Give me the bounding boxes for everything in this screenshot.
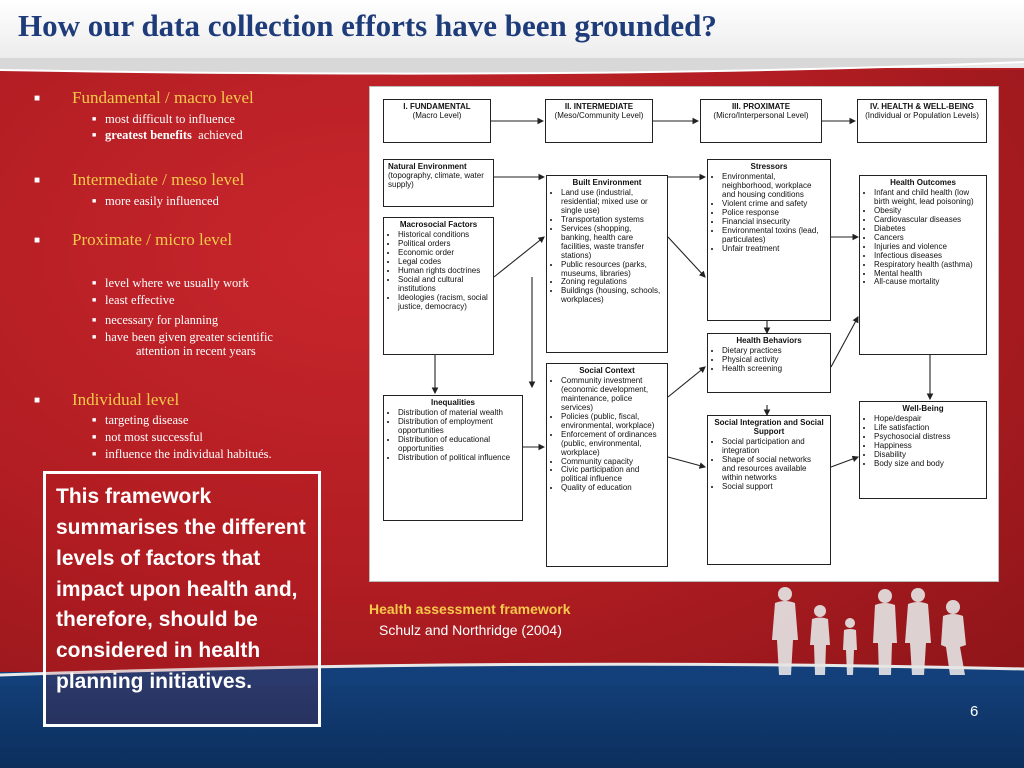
level-item: ■ not most successful	[92, 430, 203, 444]
box-health-outcomes: Health Outcomes • Infant and child health (low birth weight, lead poisoning) • Obesity • Cardiovascular diseases • Diabetes • Cancers • Injuries and violence • Infectious diseases • Respiratory health (asthma) • Mental health • All-cause mortality	[859, 175, 987, 355]
header-intermediate: II. INTERMEDIATE (Meso/Community Level)	[545, 99, 653, 143]
diagram-list-item: • Historical conditions	[398, 231, 489, 240]
diagram-list-item: • Enforcement of ordinances (public, environmental, workplace)	[561, 431, 663, 458]
level-item: ■ more easily influenced	[92, 194, 219, 208]
framework-diagram	[369, 86, 999, 582]
level-fundamental	[34, 88, 254, 108]
box-built-environment: Built Environment • Land use (industrial, residential; mixed use or single use) • Transportation systems • Services (shopping, banking, health care facilities, waste transfer stations) • Public resources (parks, museums, libraries) • Zoning regulations • Buildings (housing, schools, workplaces)	[546, 175, 668, 353]
diagram-list-item: • Ideologies (racism, social justice, democracy)	[398, 294, 489, 312]
level-item: ■ level where we usually work	[92, 276, 249, 290]
box-well-being: Well-Being • Hope/despair • Life satisfaction • Psychosocial distress • Happiness • Disability • Body size and body	[859, 401, 987, 499]
diagram-list-item: • Community capacity	[561, 458, 663, 467]
diagram-list-item: • Buildings (housing, schools, workplaces)	[561, 287, 663, 305]
level-proximate	[34, 230, 232, 250]
bullet-icon: ■	[34, 395, 41, 406]
diagram-list-item: • Civic participation and political influence	[561, 466, 663, 484]
diagram-list-item: • All-cause mortality	[874, 278, 982, 287]
bullet-icon: ■	[92, 416, 97, 424]
bullet-icon: ■	[92, 450, 97, 458]
level-item: ■ necessary for planning	[92, 313, 219, 327]
diagram-list-item: • Legal codes	[398, 258, 489, 267]
level-label: Intermediate / meso level	[72, 170, 245, 189]
diagram-list-item: • Hope/despair	[874, 415, 982, 424]
diagram-list-item: • Psychosocial distress	[874, 433, 982, 442]
diagram-list-item: • Social support	[722, 483, 826, 492]
diagram-list-item: • Shape of social networks and resources available within networks	[722, 456, 826, 483]
bullet-icon: ■	[34, 235, 41, 246]
page-number: 6	[970, 703, 979, 720]
diagram-list-item: • Human rights doctrines	[398, 267, 489, 276]
box-health-behaviors: Health Behaviors • Dietary practices • Physical activity • Health screening	[707, 333, 831, 393]
box-inequalities: Inequalities • Distribution of material wealth • Distribution of employment opportunities • Distribution of educational opportunities • Distribution of political influence	[383, 395, 523, 521]
header-fundamental: I. FUNDAMENTAL (Macro Level)	[383, 99, 491, 143]
diagram-list-item: • Physical activity	[722, 356, 826, 365]
diagram-list-item: • Transportation systems	[561, 216, 663, 225]
level-item: ■ influence the individual habitués.	[92, 447, 272, 461]
diagram-list-item: • Body size and body	[874, 460, 982, 469]
diagram-list-item: • Dietary practices	[722, 347, 826, 356]
diagram-list-item: • Diabetes	[874, 225, 982, 234]
level-item: ■ have been given greater scientific attention in recent years	[92, 330, 273, 358]
level-individual	[34, 390, 179, 410]
level-item: ■ targeting disease	[92, 413, 189, 427]
people-silhouettes-icon	[760, 585, 975, 675]
diagram-source: Schulz and Northridge (2004)	[379, 622, 562, 638]
bullet-icon: ■	[92, 296, 97, 304]
diagram-list-item: • Environmental toxins (lead, particulates)	[722, 227, 826, 245]
level-item: ■ most difficult to influence	[92, 112, 235, 126]
diagram-list-item: • Public resources (parks, museums, libraries)	[561, 261, 663, 279]
diagram-list-item: • Distribution of employment opportunities	[398, 418, 518, 436]
header-proximate: III. PROXIMATE (Micro/Interpersonal Level)	[700, 99, 822, 143]
level-item: ■ greatest benefits achieved	[92, 128, 243, 142]
level-intermediate	[34, 170, 244, 190]
diagram-list-item: • Health screening	[722, 365, 826, 374]
diagram-list-item: • Quality of education	[561, 484, 663, 493]
header-swoosh	[0, 58, 1024, 80]
diagram-list-item: • Respiratory health (asthma)	[874, 261, 982, 270]
diagram-list-item: • Police response	[722, 209, 826, 218]
diagram-list-item: • Mental health	[874, 270, 982, 279]
diagram-list-item: • Environmental, neighborhood, workplace and housing conditions	[722, 173, 826, 200]
diagram-list-item: • Distribution of material wealth	[398, 409, 518, 418]
bullet-icon: ■	[92, 316, 97, 324]
bullet-icon: ■	[92, 333, 97, 341]
level-item: ■ least effective	[92, 293, 175, 307]
diagram-list-item: • Life satisfaction	[874, 424, 982, 433]
diagram-list-item: • Happiness	[874, 442, 982, 451]
diagram-list-item: • Policies (public, fiscal, environmental, workplace)	[561, 413, 663, 431]
bullet-icon: ■	[34, 93, 41, 104]
diagram-list-item: • Violent crime and safety	[722, 200, 826, 209]
diagram-list-item: • Social and cultural institutions	[398, 276, 489, 294]
bullet-icon: ■	[34, 175, 41, 186]
box-natural-environment: Natural Environment (topography, climate, water supply)	[383, 159, 494, 207]
diagram-list-item: • Unfair treatment	[722, 245, 826, 254]
header-health-well-being: IV. HEALTH & WELL-BEING (Individual or Population Levels)	[857, 99, 987, 143]
diagram-list-item: • Distribution of political influence	[398, 454, 518, 463]
diagram-list-item: • Cardiovascular diseases	[874, 216, 982, 225]
diagram-list-item: • Political orders	[398, 240, 489, 249]
box-stressors: Stressors • Environmental, neighborhood, workplace and housing conditions • Violent crime and safety • Police response • Financial insecurity • Environmental toxins (lead, particulates) • Unfair treatment	[707, 159, 831, 321]
diagram-list-item: • Community investment (economic development, maintenance, police services)	[561, 377, 663, 413]
diagram-list-item: • Financial insecurity	[722, 218, 826, 227]
diagram-list-item: • Economic order	[398, 249, 489, 258]
diagram-list-item: • Injuries and violence	[874, 243, 982, 252]
diagram-list-item: • Land use (industrial, residential; mixed use or single use)	[561, 189, 663, 216]
framework-summary-box: This framework summarises the different levels of factors that impact upon health and, therefore, should be considered in health planning initiatives.	[43, 471, 321, 727]
slide-title: How our data collection efforts have been grounded?	[18, 8, 717, 43]
diagram-list-item: • Zoning regulations	[561, 278, 663, 287]
diagram-list-item: • Distribution of educational opportunities	[398, 436, 518, 454]
diagram-list-item: • Infant and child health (low birth weight, lead poisoning)	[874, 189, 982, 207]
level-label: Fundamental / macro level	[72, 88, 254, 107]
diagram-list-item: • Obesity	[874, 207, 982, 216]
box-social-integration: Social Integration and Social Support • Social participation and integration • Shape of social networks and resources available within networks • Social support	[707, 415, 831, 565]
diagram-list-item: • Disability	[874, 451, 982, 460]
bullet-icon: ■	[92, 433, 97, 441]
bullet-icon: ■	[92, 279, 97, 287]
bullet-icon: ■	[92, 131, 97, 139]
diagram-list-item: • Infectious diseases	[874, 252, 982, 261]
box-macrosocial-factors: Macrosocial Factors • Historical conditions • Political orders • Economic order • Legal codes • Human rights doctrines • Social and cultural institutions • Ideologies (racism, social justice, democracy)	[383, 217, 494, 355]
diagram-list-item: • Social participation and integration	[722, 438, 826, 456]
diagram-caption: Health assessment framework	[369, 601, 571, 617]
diagram-list-item: • Services (shopping, banking, health care facilities, waste transfer stations)	[561, 225, 663, 261]
level-label: Proximate / micro level	[72, 230, 233, 249]
box-social-context: Social Context • Community investment (economic development, maintenance, police services) • Policies (public, fiscal, environmental, workplace) • Enforcement of ordinances (public, environmental, workplace) • Community capacity • Civic participation and political influence • Quality of education	[546, 363, 668, 567]
level-label: Individual level	[72, 390, 180, 409]
diagram-list-item: • Cancers	[874, 234, 982, 243]
bullet-icon: ■	[92, 197, 97, 205]
bullet-icon: ■	[92, 115, 97, 123]
